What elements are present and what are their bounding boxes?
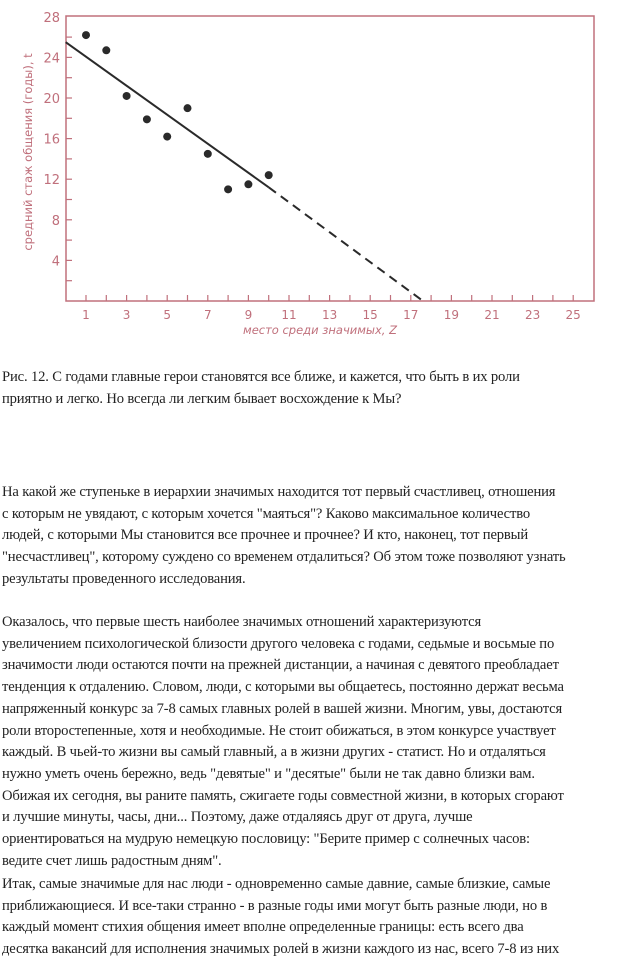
text-line: Обижая их сегодня, вы раните память, сжигаете годы совместной жизни, в которых сгорают: [2, 787, 564, 804]
x-tick-label: 19: [443, 308, 460, 322]
y-tick-label: 28: [43, 10, 60, 26]
x-tick-label: 15: [362, 308, 378, 322]
text-line: На какой же ступеньке в иерархии значимых находится тот первый счастливец, отношения: [2, 484, 556, 500]
text-line: ориентироваться на мудрую немецкую пословицу: "Берите пример с солнечных часов:: [2, 831, 530, 848]
scatter-chart: [0, 0, 620, 350]
x-tick-label: 21: [484, 308, 500, 322]
data-point: [244, 180, 252, 188]
y-axis-label: средний стаж общения (годы), t: [21, 53, 35, 251]
data-point: [102, 46, 110, 54]
text-line: приближающиеся. И все-таки странно - в разные годы ими могут быть разные люди, но в: [2, 897, 548, 914]
text-line: каждый. В чьей-то жизни вы самый главный, а в жизни других - статист. Но и отдаляться: [2, 744, 546, 761]
text-line: "несчастливец", которому суждено со временем отдалиться? Об этом тоже позволяют узнать: [2, 549, 566, 566]
y-tick-label: 24: [43, 51, 60, 67]
paragraph-1: [2, 482, 620, 591]
data-point: [265, 171, 273, 179]
x-tick-label: 3: [122, 308, 131, 322]
x-tick-label: 1: [82, 308, 90, 322]
x-tick-label: 25: [565, 308, 581, 322]
x-tick-label: 11: [281, 308, 297, 322]
text-line: с которым не увядают, с которым хочется "маяться"? Каково максимальное количество: [2, 505, 531, 522]
text-line: тенденция к отдалению. Словом, люди, с которыми вы общаетесь, постоянно держат весьма: [2, 679, 564, 696]
figure-caption: [2, 367, 620, 410]
text-line: результаты проведенного исследования.: [2, 570, 246, 587]
x-tick-label: 23: [524, 308, 541, 322]
x-axis-label: место среди значимых, Z: [243, 323, 397, 337]
paragraph-3: [2, 874, 620, 961]
text-line: приятно и легко. Но всегда ли легким бывает восхождение к Мы?: [2, 390, 402, 407]
x-tick-label: 13: [321, 308, 338, 322]
y-tick-label: 8: [51, 213, 60, 229]
data-point: [184, 104, 192, 112]
text-line: Итак, самые значимые для нас люди - одновременно самые давние, самые близкие, самые: [2, 876, 551, 892]
text-line: десятка вакансий для исполнения значимых ролей в жизни каждого из нас, всего 7-8 из них: [2, 941, 560, 958]
text-line: роли второстепенные, хотя и необходимые. Не стоит обижаться, в этом конкурсе участвует: [2, 722, 556, 739]
y-tick-label: 4: [51, 254, 60, 270]
x-tick-label: 5: [163, 308, 172, 322]
trend-line-solid: [66, 42, 269, 187]
text-line: людей, с которыми Мы становится все прочнее и прочнее? И кто, наконец, тот первый: [2, 527, 528, 544]
data-point: [82, 31, 90, 39]
x-tick-label: 9: [244, 308, 253, 322]
text-line: каждый момент стихия общения имеет вполне определенные границы: есть всего два: [2, 919, 524, 936]
text-line: ведите счет лишь радостным дням".: [2, 852, 222, 869]
trend-line-dashed: [269, 187, 423, 301]
y-tick-label: 20: [43, 92, 60, 107]
y-tick-label: 12: [43, 173, 60, 189]
data-point: [163, 133, 171, 141]
plot-frame: [66, 16, 594, 301]
x-tick-label: 7: [203, 308, 212, 322]
y-tick-label: 16: [43, 132, 60, 148]
data-point: [143, 115, 151, 123]
text-line: нужно уметь очень бережно, ведь "девятые" и "десятые" были не так давно близки вам.: [2, 765, 535, 782]
text-line: напряженный конкурс за 7-8 самых главных ролей в вашей жизни. Многим, увы, достаются: [2, 700, 563, 717]
data-point: [224, 185, 232, 193]
paragraph-2: [2, 612, 620, 872]
data-point: [123, 92, 131, 100]
text-line: Оказалось, что первые шесть наиболее значимых отношений характеризуются: [2, 614, 482, 630]
x-tick-label: 17: [403, 308, 419, 322]
text-line: Рис. 12. С годами главные герои становятся все ближе, и кажется, что быть в их роли: [2, 369, 520, 385]
text-line: и лучшие минуты, часы, дни... Поэтому, даже отдаляясь друг от друга, лучше: [2, 809, 473, 826]
text-line: увеличением психологической близости другого человека с годами, седьмые и восьмые по: [2, 635, 555, 652]
data-point: [204, 150, 212, 158]
text-line: значимости люди остаются почти на прежней дистанции, а начиная с девятого преобладает: [2, 657, 559, 674]
